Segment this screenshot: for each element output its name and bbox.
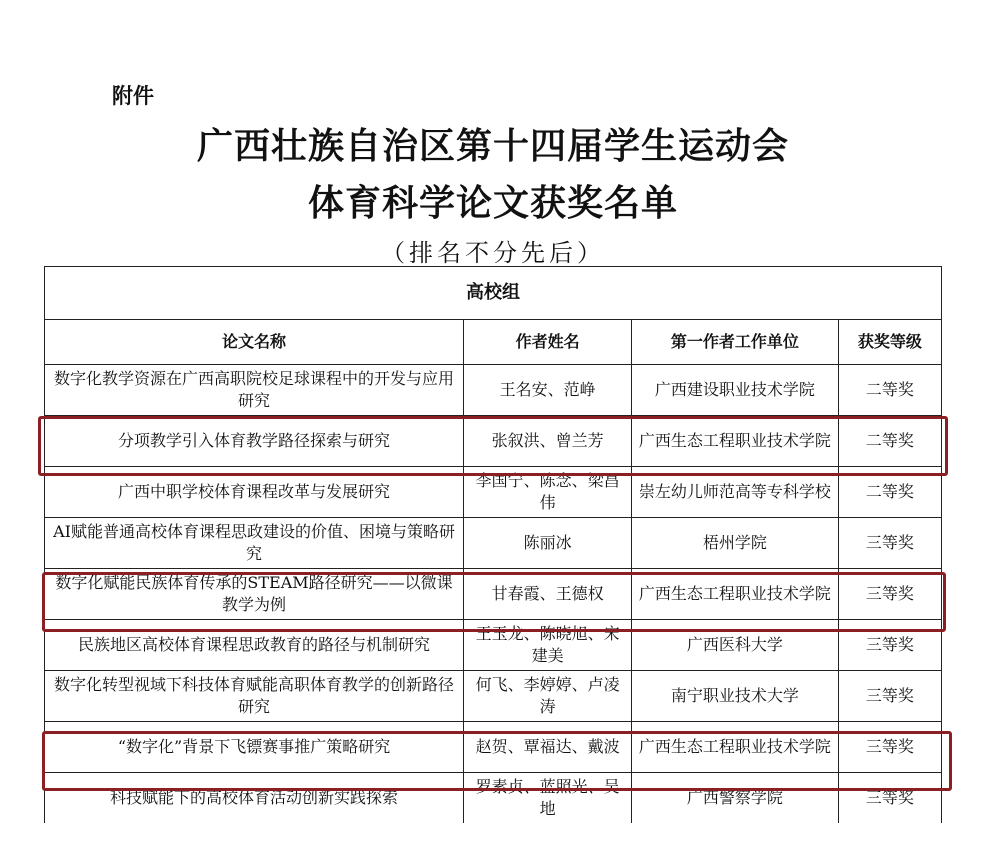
table-row [45, 569, 942, 620]
table-row [45, 722, 942, 773]
column-header-title: 论文名称 [45, 320, 464, 365]
author-unit: 广西建设职业技术学院 [632, 365, 839, 416]
paper-authors: 王玉龙、陈晓旭、宋建美 [464, 620, 632, 671]
author-unit: 广西生态工程职业技术学院 [632, 722, 839, 773]
paper-title: 数字化转型视域下科技体育赋能高职体育教学的创新路径研究 [45, 671, 464, 722]
paper-title: 数字化赋能民族体育传承的STEAM路径研究——以微课教学为例 [45, 569, 464, 620]
award-level: 三等奖 [838, 722, 941, 773]
column-header-unit: 第一作者工作单位 [632, 320, 839, 365]
document-title-line1: 广西壮族自治区第十四届学生运动会 [196, 126, 789, 167]
paper-authors: 王名安、范峥 [464, 365, 632, 416]
award-level: 三等奖 [838, 569, 941, 620]
table-row [45, 365, 942, 416]
author-unit: 梧州学院 [632, 518, 839, 569]
award-level: 三等奖 [838, 620, 941, 671]
column-header-authors: 作者姓名 [464, 320, 632, 365]
paper-authors: 罗素贞、蓝照光、吴地 [464, 773, 632, 824]
award-table [44, 266, 942, 823]
author-unit: 崇左幼儿师范高等专科学校 [632, 467, 839, 518]
author-unit: 广西医科大学 [632, 620, 839, 671]
paper-authors: 张叙洪、曾兰芳 [464, 416, 632, 467]
author-unit: 广西警察学院 [632, 773, 839, 824]
paper-authors: 赵贺、覃福达、戴波 [464, 722, 632, 773]
document-subtitle: （排名不分先后） [381, 239, 605, 267]
paper-authors: 何飞、李婷婷、卢凌涛 [464, 671, 632, 722]
paper-title: 广西中职学校体育课程改革与发展研究 [45, 467, 464, 518]
table-row [45, 467, 942, 518]
table-row [45, 518, 942, 569]
attachment-label: 附件 [112, 84, 154, 108]
award-level: 三等奖 [838, 671, 941, 722]
paper-authors: 李国宁、陈念、梁昌伟 [464, 467, 632, 518]
award-level: 二等奖 [838, 365, 941, 416]
table-row [45, 416, 942, 467]
column-header-award: 获奖等级 [838, 320, 941, 365]
paper-title: 科技赋能下的高校体育活动创新实践探索 [45, 773, 464, 824]
group-header: 高校组 [45, 267, 942, 320]
award-level: 三等奖 [838, 518, 941, 569]
author-unit: 南宁职业技术大学 [632, 671, 839, 722]
paper-authors: 甘春霞、王德权 [464, 569, 632, 620]
author-unit: 广西生态工程职业技术学院 [632, 569, 839, 620]
table-row [45, 773, 942, 824]
award-level: 二等奖 [838, 467, 941, 518]
paper-title: 分项教学引入体育教学路径探索与研究 [45, 416, 464, 467]
award-level: 三等奖 [838, 773, 941, 824]
author-unit: 广西生态工程职业技术学院 [632, 416, 839, 467]
paper-title: “数字化”背景下飞镖赛事推广策略研究 [45, 722, 464, 773]
award-level: 二等奖 [838, 416, 941, 467]
table-row [45, 620, 942, 671]
paper-title: AI赋能普通高校体育课程思政建设的价值、困境与策略研究 [45, 518, 464, 569]
paper-authors: 陈丽冰 [464, 518, 632, 569]
table-row [45, 671, 942, 722]
document-title-line2: 体育科学论文获奖名单 [307, 183, 678, 224]
paper-title: 民族地区高校体育课程思政教育的路径与机制研究 [45, 620, 464, 671]
paper-title: 数字化教学资源在广西高职院校足球课程中的开发与应用研究 [45, 365, 464, 416]
